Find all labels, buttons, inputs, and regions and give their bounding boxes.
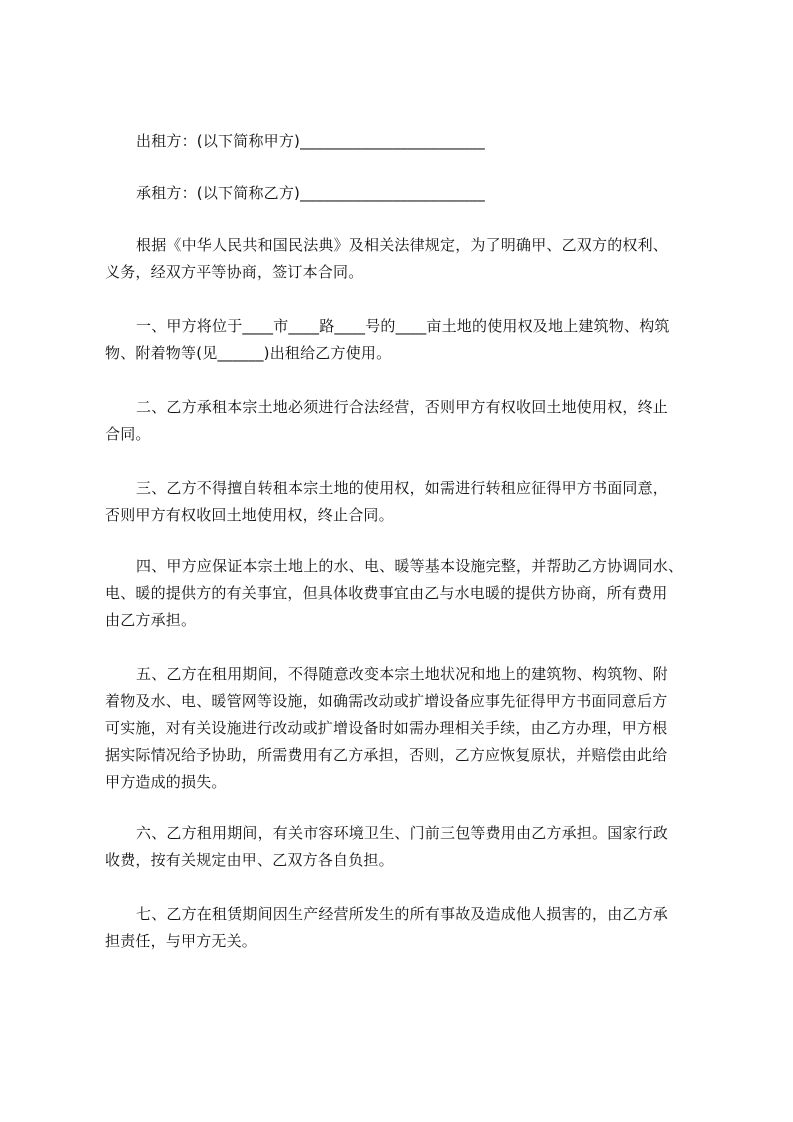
- preamble-line: 义务，经双方平等协商，签订本合同。: [105, 263, 364, 281]
- lessee-line: 承租方：(以下简称乙方)________________________: [136, 184, 485, 202]
- clause-7-line: 七、乙方在租赁期间因生产经营所发生的所有事故及造成他人损害的，由乙方承: [136, 905, 669, 923]
- clause-4-line: 由乙方承担。: [105, 611, 197, 629]
- preamble-line: 根据《中华人民共和国民法典》及相关法律规定，为了明确甲、乙双方的权利、: [136, 236, 669, 254]
- clause-1-line: 物、附着物等(见______)出租给乙方使用。: [105, 344, 392, 362]
- clause-3-line: 否则甲方有权收回土地使用权，终止合同。: [105, 506, 394, 524]
- clause-1-line: 一、甲方将位于____市____路____号的____亩土地的使用权及地上建筑物、构筑: [136, 317, 670, 335]
- clause-2-line: 合同。: [105, 425, 151, 443]
- clause-5-line: 甲方造成的损失。: [105, 773, 227, 791]
- clause-6-line: 六、乙方租用期间，有关市容环境卫生、门前三包等费用由乙方承担。国家行政: [136, 824, 669, 842]
- clause-5-line: 着物及水、电、暖管网等设施，如确需改动或扩增设备应事先征得甲方书面同意后方: [105, 692, 668, 710]
- clause-4-line: 四、甲方应保证本宗土地上的水、电、暖等基本设施完整，并帮助乙方协调同水、: [136, 557, 684, 575]
- clause-4-line: 电、暖的提供方的有关事宜，但具体收费事宜由乙与水电暖的提供方协商，所有费用: [105, 584, 668, 602]
- clause-5-line: 可实施，对有关设施进行改动或扩增设备时如需办理相关手续，由乙方办理，甲方根: [105, 719, 668, 737]
- clause-7-line: 担责任，与甲方无关。: [105, 932, 258, 950]
- clause-5-line: 五、乙方在租用期间，不得随意改变本宗土地状况和地上的建筑物、构筑物、附: [136, 665, 669, 683]
- clause-2-line: 二、乙方承租本宗土地必须进行合法经营，否则甲方有权收回土地使用权，终止: [136, 398, 669, 416]
- clause-6-line: 收费，按有关规定由甲、乙双方各自负担。: [105, 851, 394, 869]
- clause-3-line: 三、乙方不得擅自转租本宗土地的使用权，如需进行转租应征得甲方书面同意，: [136, 479, 669, 497]
- lessor-line: 出租方：(以下简称甲方)________________________: [136, 132, 485, 150]
- clause-5-line: 据实际情况给予协助，所需费用有乙方承担，否则，乙方应恢复原状，并赔偿由此给: [105, 746, 668, 764]
